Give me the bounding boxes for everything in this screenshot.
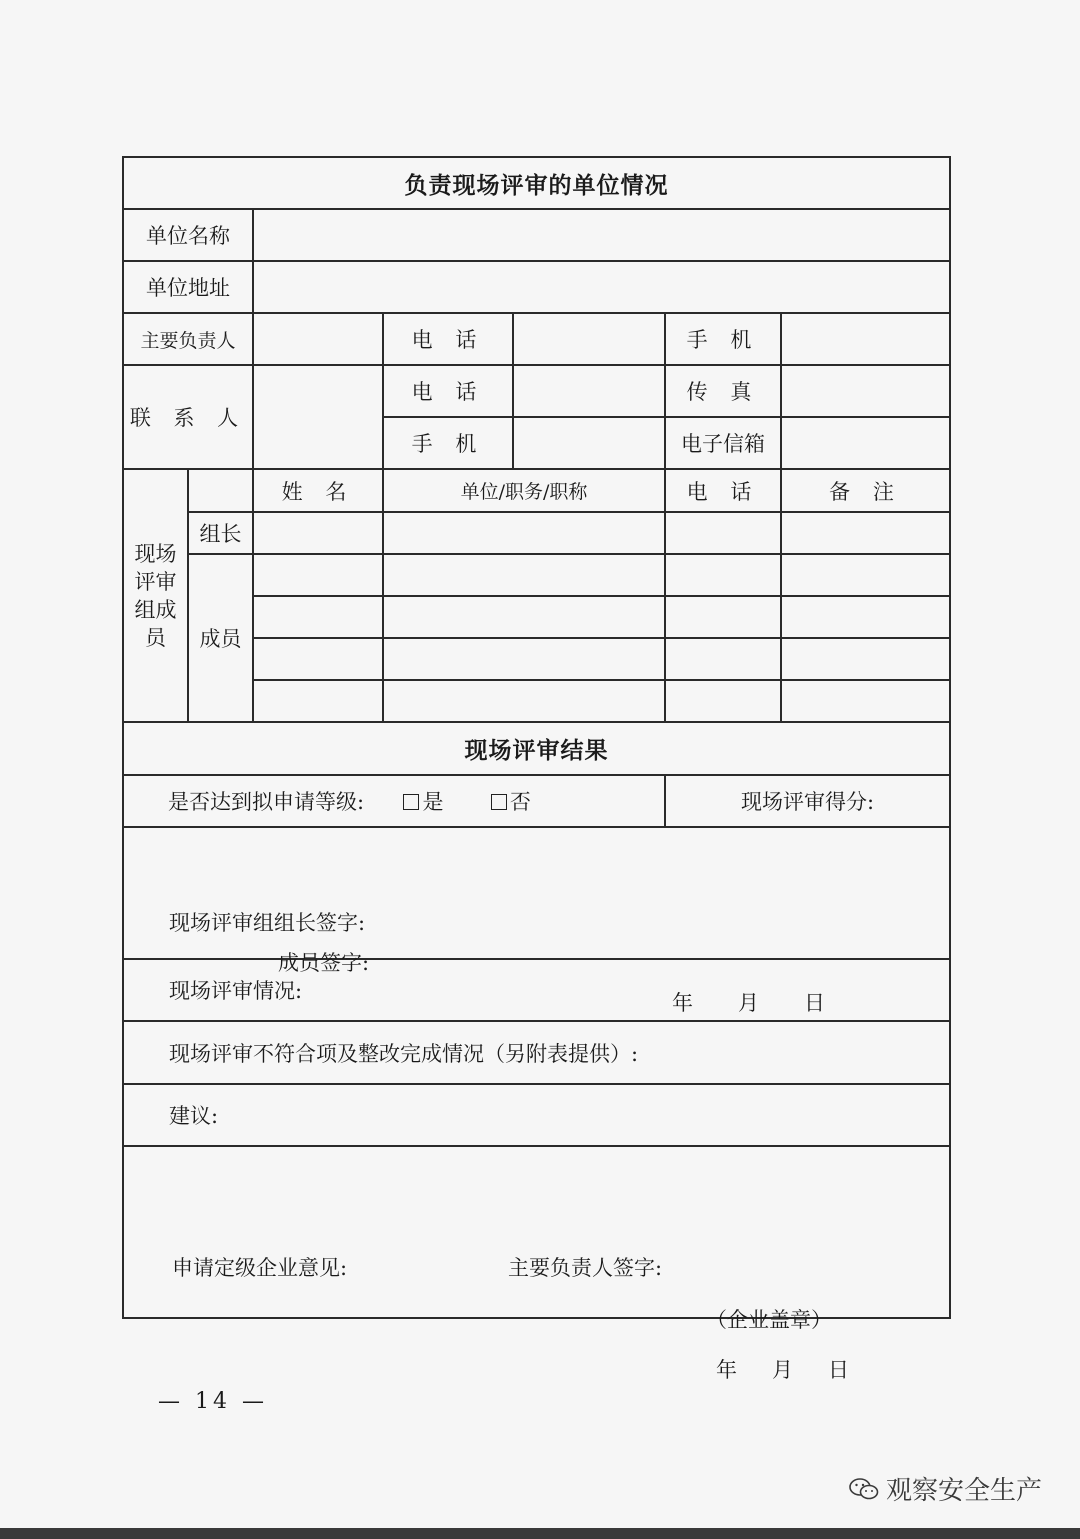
contact-field[interactable] — [253, 365, 383, 469]
member-name-field[interactable] — [253, 638, 383, 680]
member-remark-field[interactable] — [781, 596, 950, 638]
wechat-icon — [848, 1477, 880, 1501]
team-group-label — [123, 469, 188, 722]
member-remark-field[interactable] — [781, 554, 950, 596]
score-label: 现场评审得分: — [740, 790, 875, 814]
contact-label: 联 系 人 — [123, 365, 253, 469]
principal-phone-label: 电 话 — [383, 313, 513, 365]
sign-date-year: 年 — [672, 991, 693, 1015]
principal-phone-field[interactable] — [513, 313, 665, 365]
contact-email-label: 电子信箱 — [665, 417, 781, 469]
contact-mobile-label: 手 机 — [383, 417, 513, 469]
member-phone-field[interactable] — [665, 554, 781, 596]
member-unit-field[interactable] — [383, 596, 665, 638]
nonconformity-cell[interactable] — [123, 1021, 950, 1084]
team-col-phone: 电 话 — [665, 469, 781, 512]
review-situation-label: 现场评审情况: — [169, 979, 303, 1003]
contact-phone-field[interactable] — [513, 365, 665, 417]
score-cell[interactable] — [665, 775, 950, 827]
section-title-unit-info: 负责现场评审的单位情况 — [123, 157, 950, 209]
member-sign-label: 成员签字: — [278, 951, 370, 975]
unit-address-label: 单位地址 — [123, 261, 253, 313]
principal-mobile-label: 手 机 — [665, 313, 781, 365]
contact-fax-label: 传 真 — [665, 365, 781, 417]
team-col-unit: 单位/职务/职称 — [383, 469, 665, 512]
team-leader-label: 组长 — [188, 512, 253, 554]
unit-name-field[interactable] — [253, 209, 950, 261]
leader-remark-field[interactable] — [781, 512, 950, 554]
contact-email-field[interactable] — [781, 417, 950, 469]
no-checkbox[interactable] — [491, 794, 507, 810]
team-col-remark: 备 注 — [781, 469, 950, 512]
enterprise-opinion-label: 申请定级企业意见: — [172, 1256, 348, 1280]
reach-level-label: 是否达到拟申请等级: — [168, 790, 365, 814]
suggestion-cell[interactable] — [123, 1084, 950, 1146]
contact-fax-field[interactable] — [781, 365, 950, 417]
unit-name-label: 单位名称 — [123, 209, 253, 261]
review-situation-cell[interactable] — [123, 959, 950, 1021]
team-member-label: 成员 — [188, 554, 253, 722]
section-title-review-result: 现场评审结果 — [123, 722, 950, 775]
member-name-field[interactable] — [253, 596, 383, 638]
yes-option-label: 是 — [422, 790, 444, 814]
suggestion-label: 建议: — [169, 1104, 219, 1128]
principal-mobile-field[interactable] — [781, 313, 950, 365]
member-remark-field[interactable] — [781, 680, 950, 722]
member-name-field[interactable] — [253, 680, 383, 722]
yes-checkbox[interactable] — [403, 794, 419, 810]
member-phone-field[interactable] — [665, 596, 781, 638]
sign-date-month: 月 — [738, 991, 759, 1015]
team-header-blank — [188, 469, 253, 512]
member-name-field[interactable] — [253, 554, 383, 596]
watermark-text: 观察安全生产 — [885, 1476, 1042, 1506]
member-remark-field[interactable] — [781, 638, 950, 680]
enterprise-seal-label: （企业盖章） — [706, 1308, 832, 1332]
member-phone-field[interactable] — [665, 638, 781, 680]
team-col-name: 姓 名 — [253, 469, 383, 512]
bottom-edge-bar — [0, 1528, 1080, 1539]
page-number: — 14 — — [158, 1389, 268, 1414]
nonconformity-label: 现场评审不符合项及整改完成情况（另附表提供）: — [169, 1041, 639, 1066]
principal-sign-label: 主要负责人签字: — [508, 1256, 663, 1280]
leader-unit-field[interactable] — [383, 512, 665, 554]
contact-phone-label: 电 话 — [383, 365, 513, 417]
member-phone-field[interactable] — [665, 680, 781, 722]
principal-label: 主要负责人 — [123, 313, 253, 365]
watermark — [848, 1470, 1042, 1507]
member-unit-field[interactable] — [383, 680, 665, 722]
enterprise-opinion-cell[interactable] — [123, 1146, 950, 1382]
no-option-label: 否 — [509, 790, 531, 814]
unit-address-field[interactable] — [253, 261, 950, 313]
sign-date-day: 日 — [804, 991, 825, 1015]
leader-phone-field[interactable] — [665, 512, 781, 554]
leader-name-field[interactable] — [253, 512, 383, 554]
opinion-date-month: 月 — [772, 1358, 793, 1382]
principal-field[interactable] — [253, 313, 383, 365]
reach-level-cell — [123, 775, 665, 827]
opinion-date-day: 日 — [828, 1358, 849, 1382]
contact-mobile-field[interactable] — [513, 417, 665, 469]
team-group-label-text: 现场评审组成员 — [134, 541, 177, 650]
opinion-date-year: 年 — [716, 1358, 737, 1382]
leader-sign-label: 现场评审组组长签字: — [169, 911, 366, 935]
member-unit-field[interactable] — [383, 554, 665, 596]
review-form-table — [122, 156, 951, 1382]
member-unit-field[interactable] — [383, 638, 665, 680]
